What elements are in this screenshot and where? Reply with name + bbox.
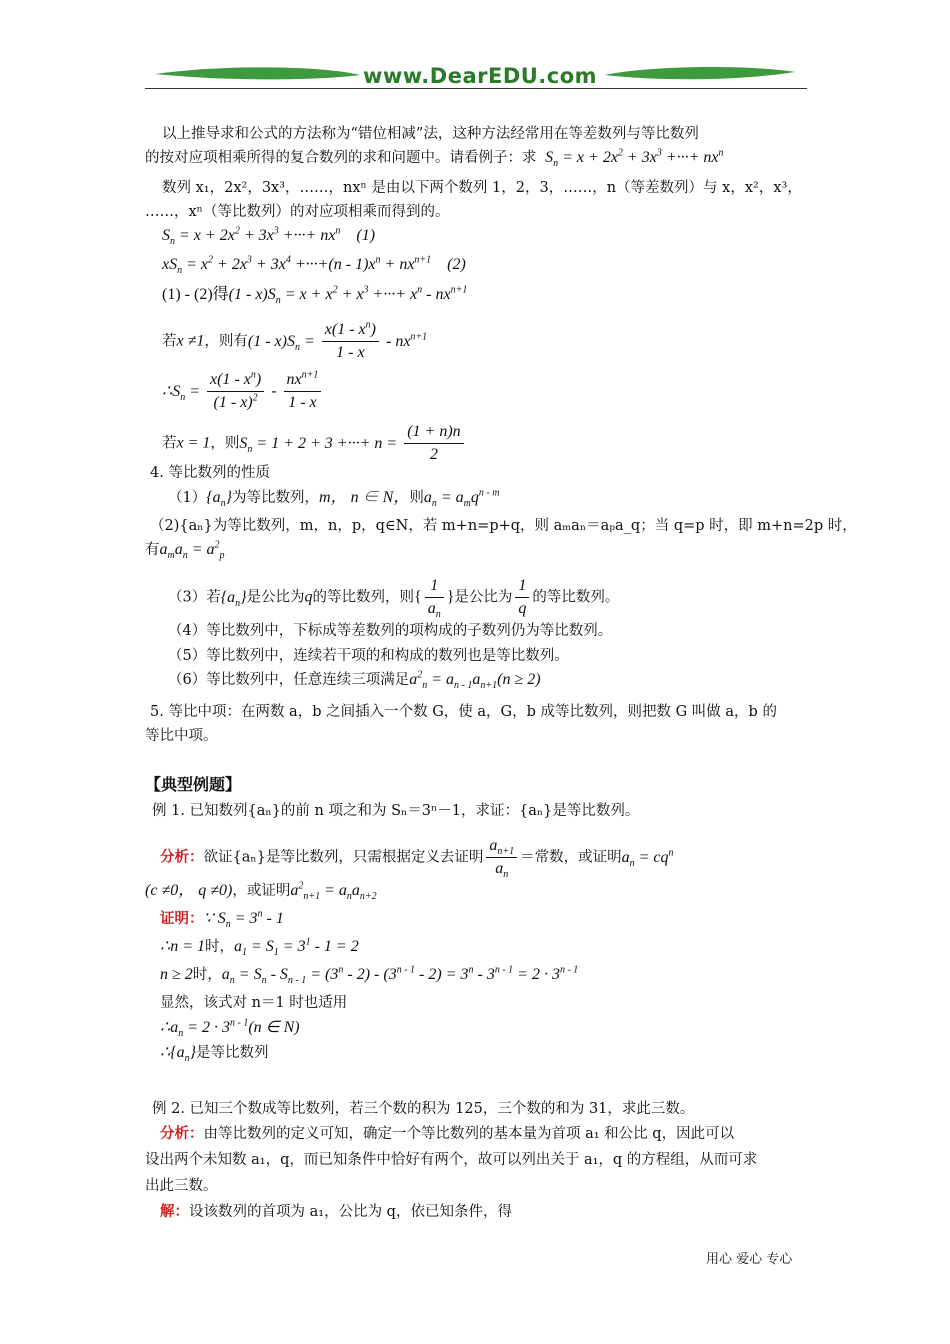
analysis-label: 分析： xyxy=(160,1125,204,1142)
equation-1-tag: (1) xyxy=(356,227,376,244)
case-x-equals-one: 若x = 1，则$S_n = 1 + 2 + 3$ +···+ n = $\frac{(1 + n)n}{2}$ xyxy=(162,422,467,465)
fraction: $\frac{1}{a_n}$ xyxy=(425,576,444,619)
proof-line-3: n ≥ 2时，$a_n = S_n - S_{n - 1} = (3^n - 2) - (3^{n - 1} - 2) = 3^n - 3^{n - 1} = 2 \cdot 3^{n - 1}$ xyxy=(160,964,579,987)
property-5: （5）等比数列中，连续若干项的和构成的数列也是等比数列。 xyxy=(168,648,569,664)
property-1-label: （1） xyxy=(168,490,207,506)
fraction: $\frac{a_{n+1}}{a_n}$ xyxy=(486,836,517,879)
case1-prefix: 若 xyxy=(162,333,177,350)
geometric-mean-line-2: 等比中项。 xyxy=(145,728,218,744)
intro-line-3: 数列 x₁，2x²，3x³，……，nxⁿ 是由以下两个数列 1，2，3，……，n（等差数列）与 x，x²，x³， xyxy=(162,180,802,196)
property-6: （6）等比数列中，任意连续三项满足$a^2_n = a_{n - 1}a_{n+1}(n \ge 2)$ xyxy=(168,669,541,692)
fraction: $\frac{nx^{n+1}}{1 - x}$ xyxy=(284,370,322,413)
example-2-solution xyxy=(160,1202,512,1222)
proof-line-6: $\therefore\{a_n\}$是等比数列 xyxy=(160,1044,269,1065)
proof-label: 证明： xyxy=(160,910,204,927)
footer-text: 用心 爱心 专心 xyxy=(706,1252,793,1267)
fraction: $\frac{x(1 - x^n)}{1 - x}$ xyxy=(322,320,379,363)
proof-line-1: 证明：∵ $S_n = 3^n - 1$ xyxy=(160,908,284,931)
condition-text: ，或证明 xyxy=(232,883,291,899)
case2-prefix: 若 xyxy=(162,435,177,452)
property-1: $(1)\{a_n\}$为等比数列，m， n ∈ N，则$a_n = a_mq^{n - m}$ xyxy=(168,487,500,510)
property-1-text: 为等比数列， xyxy=(232,490,320,506)
property-4: （4）等比数列中，下标成等差数列的项构成的子数列仍为等比数列。 xyxy=(168,623,613,639)
equation-2: $xS_n = x^2 + 2x^3 + 3x^4 +\cdot\cdot\cdot+(n - 1)x^n + nx^{n+1}$ (2) xyxy=(162,254,466,277)
intro-line-2-text: 的按对应项相乘所得的复合数列的求和问题中。请看例子：求 xyxy=(145,150,537,166)
property-1-then: 则 xyxy=(409,490,424,506)
equation-difference: (1) - (2)得$(1 - x)S_n = x + x^2 + x^3$ +···+ $x^n - nx^{n+1}$ xyxy=(162,284,468,307)
property-2-line-2: 有$a_ma_n = a^2_p$ xyxy=(145,539,225,562)
example-2-analysis-line-1 xyxy=(160,1124,734,1144)
proof-step-2-suffix: 时， xyxy=(204,939,234,955)
example-1-analysis-text-2: ＝常数，或证明 xyxy=(520,849,622,866)
property-2-prefix: 有 xyxy=(145,542,160,558)
equation-1: $S_n = x + 2x^2 + 3x^3$ +···+ $nx^n$ (1) xyxy=(162,225,376,248)
sum-formula: $S_n = x + 2x^2 + 3x^3$ +···+ $nx^n$ xyxy=(541,147,724,170)
equation-2-tag: (2) xyxy=(447,256,466,273)
properties-title: 4. 等比数列的性质 xyxy=(150,465,270,481)
examples-heading: 【典型例题】 xyxy=(145,775,242,794)
proof-line-4: 显然，该式对 n＝1 时也适用 xyxy=(160,995,348,1011)
example-1-condition: (c ≠0， q ≠0)，或证明$a^2_{n+1} = a_na_{n+2}$ xyxy=(145,880,377,903)
case-x-not-one: 若x ≠1，则有$(1 - x)S_n$ = $\frac{x(1 - x^n)}{1 - x}$ - $nx^{n+1}$ xyxy=(162,319,428,361)
property-3-b: 是公比为 xyxy=(246,589,305,606)
example-2-solution-text: 设该数列的首项为 a₁，公比为 q，依已知条件，得 xyxy=(189,1204,512,1220)
fraction: $\frac{(1 + n)n}{2}$ xyxy=(404,422,463,465)
example-2-analysis-text-1: 由等比数列的定义可知，确定一个等比数列的基本量为首项 a₁ 和公比 q，因此可以 xyxy=(203,1126,735,1142)
property-3-a: 若 xyxy=(206,589,221,606)
property-3: （3）若$\{a_n\}$是公比为q的等比数列，则{ $\frac{1}{a_n}$ }是公比为 $\frac{1}{q}$ 的等比数列。 xyxy=(168,577,620,621)
example-2-analysis-line-3: 出此三数。 xyxy=(145,1178,218,1194)
intro-line-4: ……，xⁿ（等比数列）的对应项相乘而得到的。 xyxy=(145,204,450,220)
property-6-text: （6）等比数列中，任意连续三项满足 xyxy=(168,672,410,688)
geometric-mean-line-1: 5. 等比中项：在两数 a，b 之间插入一个数 G，使 a，G，b 成等比数列，则把数 G 叫做 a，b 的 xyxy=(150,704,777,720)
property-3-d: 是公比为 xyxy=(454,589,513,606)
property-3-e: 的等比数列。 xyxy=(532,589,620,606)
property-3-label: （3） xyxy=(168,589,207,606)
solution-label: 解： xyxy=(160,1203,189,1220)
example-1-analysis-text: 欲证{aₙ}是等比数列，只需根据定义去证明 xyxy=(203,849,484,866)
proof-step-3-suffix: 时， xyxy=(192,967,222,983)
proof-line-2: ∴n = 1时，$a_1 = S_1 = 3^1 - 1 = 2$ xyxy=(160,936,359,959)
case2-mid: ，则 xyxy=(210,435,240,452)
example-2: 例 2. 已知三个数成等比数列，若三个数的积为 125，三个数的和为 31，求此三数。 xyxy=(152,1101,695,1117)
site-name: www.DearEDU.com xyxy=(362,64,598,88)
example-1-analysis: 分析：欲证{aₙ}是等比数列，只需根据定义去证明 $\frac{a_{n+1}}{a_n}$ ＝常数，或证明$a_n = cq^n$ xyxy=(160,837,674,881)
case1-mid: ，则有 xyxy=(204,333,248,350)
property-3-c: 的等比数列，则 xyxy=(312,589,415,606)
header-divider xyxy=(145,88,807,89)
sum-result-general: $\therefore S_n$ = $\frac{x(1 - x^n)}{(1 - x)^2}$ - $\frac{nx^{n+1}}{1 - x}$ xyxy=(162,370,324,413)
example-1: 例 1. 已知数列{aₙ}的前 n 项之和为 Sₙ＝3ⁿ－1，求证：{aₙ}是等比数列。 xyxy=(152,803,640,819)
analysis-label: 分析： xyxy=(160,848,204,866)
fraction: $\frac{x(1 - x^n)}{(1 - x)^2}$ xyxy=(207,370,264,413)
fraction: $\frac{1}{q}$ xyxy=(515,576,529,619)
property-2-line-1: （2){aₙ}为等比数列，m，n，p，q∈N，若 m+n=p+q，则 aₘaₙ＝aₚa_q；当 q=p 时，即 m+n=2p 时， xyxy=(150,518,857,534)
proof-line-5: $\therefore a_n = 2 \cdot 3^{n - 1}(n$ ∈ N) xyxy=(160,1017,300,1040)
example-2-analysis-line-2: 设出两个未知数 a₁，q，而已知条件中恰好有两个，故可以列出关于 a₁，q 的方程组，从而可求 xyxy=(145,1152,758,1168)
intro-line-1: 以上推导求和公式的方法称为“错位相减”法，这种方法经常用在等差数列与等比数列 xyxy=(162,126,699,142)
proof-conclusion: 是等比数列 xyxy=(195,1045,269,1061)
intro-line-2 xyxy=(145,148,724,168)
difference-prefix: (1) - (2)得 xyxy=(162,286,229,303)
